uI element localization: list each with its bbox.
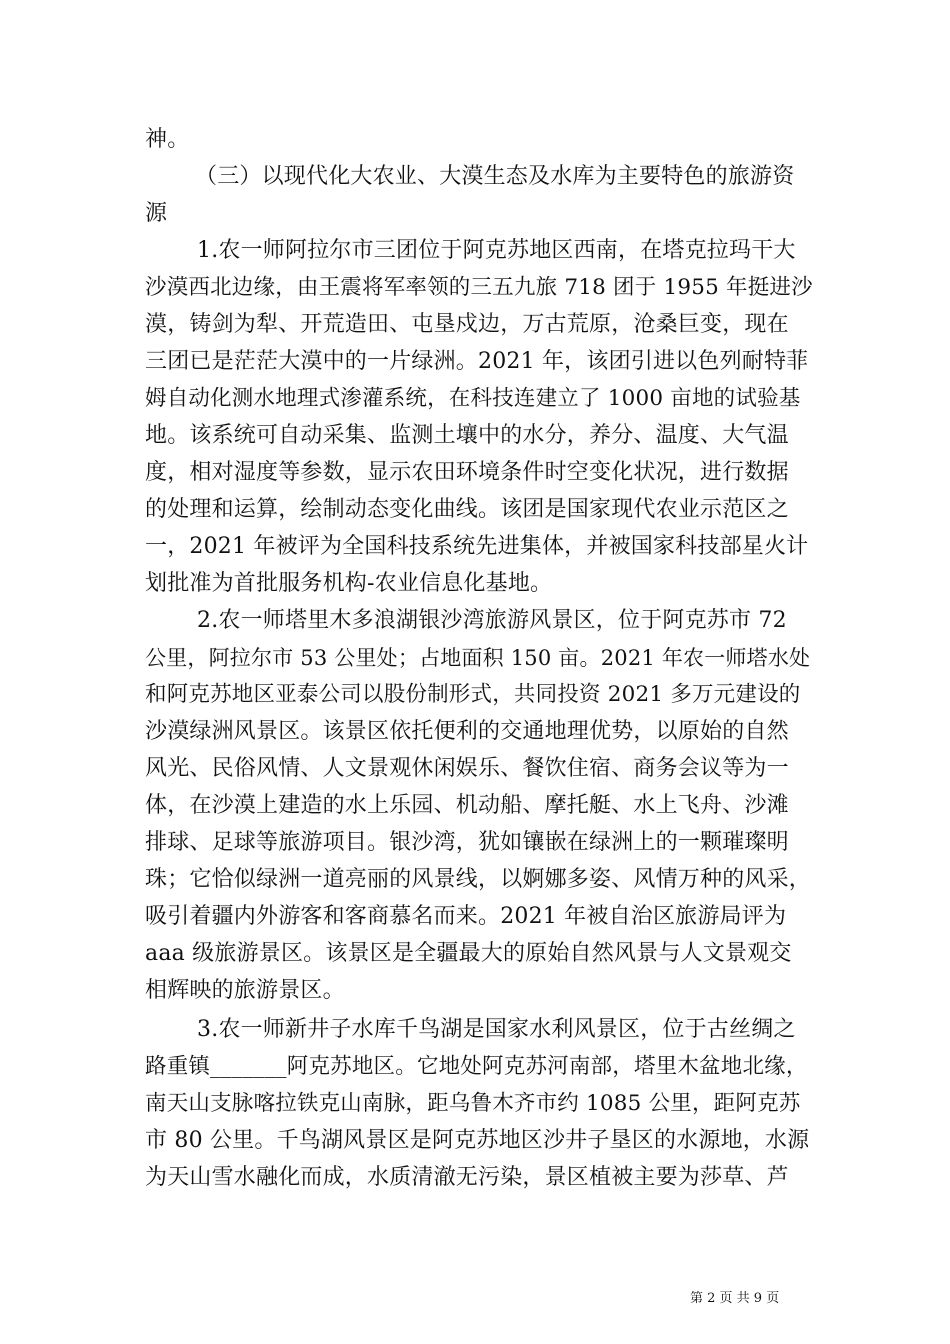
text-line: 体，在沙漠上建造的水上乐园、机动船、摩托艇、水上飞舟、沙滩 [145, 793, 789, 818]
text-line: 沙漠绿洲风景区。该景区依托便利的交通地理优势，以原始的自然 [145, 719, 789, 744]
text-line: 三团已是茫茫大漠中的一片绿洲。2021 年，该团引进以色列耐特菲 [145, 349, 809, 374]
text-line: 沙漠西北边缘，由王震将军率领的三五九旅 718 团于 1955 年挺进沙 [145, 275, 813, 300]
text-line: 路重镇_______阿克苏地区。它地处阿克苏河南部，塔里木盆地北缘， [145, 1054, 808, 1079]
text-line: 漠，铸剑为犁、开荒造田、屯垦戍边，万古荒原，沧桑巨变，现在 [145, 312, 789, 337]
text-line: 2.农一师塔里木多浪湖银沙湾旅游风景区，位于阿克苏市 72 [197, 608, 787, 633]
text-line: 相辉映的旅游景区。 [145, 978, 345, 1003]
section-heading-continued: 源 [145, 201, 168, 226]
text-line: 神。 [145, 127, 190, 152]
text-line: 吸引着疆内外游客和客商慕名而来。2021 年被自治区旅游局评为 [145, 904, 787, 929]
section-heading: （三）以现代化大农业、大漠生态及水库为主要特色的旅游资 [195, 164, 795, 189]
text-line: 的处理和运算，绘制动态变化曲线。该团是国家现代农业示范区之 [145, 497, 789, 522]
text-line: 珠；它恰似绿洲一道亮丽的风景线，以婀娜多姿、风情万种的风采， [145, 867, 812, 892]
text-line: 划批准为首批服务机构-农业信息化基地。 [145, 571, 553, 596]
text-line: 市 80 公里。千鸟湖风景区是阿克苏地区沙井子垦区的水源地，水源 [145, 1128, 810, 1153]
text-line: 地。该系统可自动采集、监测土壤中的水分，养分、温度、大气温 [145, 423, 789, 448]
text-line: 风光、民俗风情、人文景观休闲娱乐、餐饮住宿、商务会议等为一 [145, 756, 789, 781]
text-line: 3.农一师新井子水库千鸟湖是国家水利风景区，位于古丝绸之 [197, 1017, 796, 1042]
text-line: 度，相对湿度等参数，显示农田环境条件时空变化状况，进行数据 [145, 460, 789, 485]
text-line: 为天山雪水融化而成，水质清澈无污染，景区植被主要为莎草、芦 [145, 1165, 789, 1190]
text-line: 1.农一师阿拉尔市三团位于阿克苏地区西南，在塔克拉玛干大 [197, 238, 796, 263]
text-line: aaa 级旅游景区。该景区是全疆最大的原始自然风景与人文景观交 [145, 941, 792, 966]
text-line: 排球、足球等旅游项目。银沙湾，犹如镶嵌在绿洲上的一颗璀璨明 [145, 830, 789, 855]
page-indicator: 第 2 页 共 9 页 [690, 1291, 780, 1306]
text-line: 姆自动化测水地理式渗灌系统，在科技连建立了 1000 亩地的试验基 [145, 386, 801, 411]
text-line: 和阿克苏地区亚泰公司以股份制形式，共同投资 2021 多万元建设的 [145, 682, 801, 707]
text-line: 一，2021 年被评为全国科技系统先进集体，并被国家科技部星火计 [145, 534, 809, 559]
text-line: 南天山支脉喀拉铁克山南脉，距乌鲁木齐市约 1085 公里，距阿克苏 [145, 1091, 801, 1116]
text-line: 公里，阿拉尔市 53 公里处；占地面积 150 亩。2021 年农一师塔水处 [145, 646, 811, 670]
